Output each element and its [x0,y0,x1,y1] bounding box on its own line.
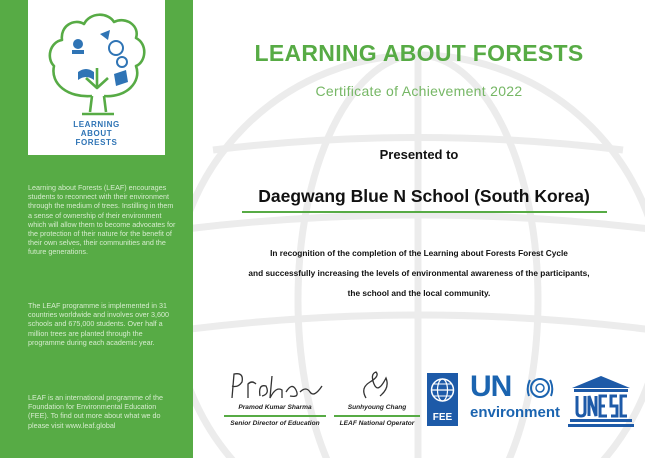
recognition-text-line: the school and the local community. [347,288,491,298]
signature-2-name: Sunhyoung Chang [347,404,407,411]
leaf-logo [28,0,165,155]
certificate-title: LEARNING ABOUT FORESTS [254,40,584,66]
recipient-name: Daegwang Blue N School (South Korea) [258,186,590,206]
fee-globe-icon [427,375,458,407]
certificate-subtitle: Certificate of Achievement 2022 [315,83,523,99]
logo-wordmark [28,120,165,147]
sidebar [0,0,193,458]
recognition-text-line: In recognition of the completion of the Learning about Forests Forest Cycle [270,248,568,258]
sidebar-paragraph-intro: Learning about Forests (LEAF) encourages students to reconnect with their environment through the medium of trees. Instilling in them a sense of ownership of their environment which will allow them to become advocates for the protection of their nature for the benefit of their own selves, their communities and the future generations. [28,183,176,257]
recognition-text-line: and successfully increasing the levels of environmental awareness of the participants, [248,268,590,278]
un-environment-logo [470,372,560,428]
logo-line: LEARNING [73,120,120,129]
signature-1-scribble [226,368,326,402]
logo-line: FORESTS [75,138,118,147]
un-emblem-icon [526,374,554,402]
recipient-underline [242,211,607,213]
signature-1-name: Pramod Kumar Sharma [238,404,312,411]
signature-2-line [334,415,420,417]
signature-2-title: LEAF National Operator [339,420,415,427]
sidebar-paragraph-about: LEAF is an international programme of the Foundation for Environmental Education (FEE). To find out more about what we do please visit www.leaf.global [28,393,164,430]
un-wordmark: UN [470,370,512,403]
fee-wordmark: FEE [432,412,453,423]
logo-line: ABOUT [80,129,113,138]
signature-1-line [224,415,326,417]
environment-wordmark: environment [470,404,561,421]
tree-logo-icon [42,8,152,120]
unesco-temple-icon [568,374,634,428]
sidebar-paragraph-stats: The LEAF programme is implemented in 31 countries worldwide and involves over 3,600 schools and 675,000 students. Over half a million trees are planted through the programme during each academic year. [28,301,170,347]
signature-1-title: Senior Director of Education [230,420,320,427]
signature-2-scribble [356,368,396,402]
presented-to-label: Presented to [379,147,459,162]
fee-logo [427,373,458,426]
